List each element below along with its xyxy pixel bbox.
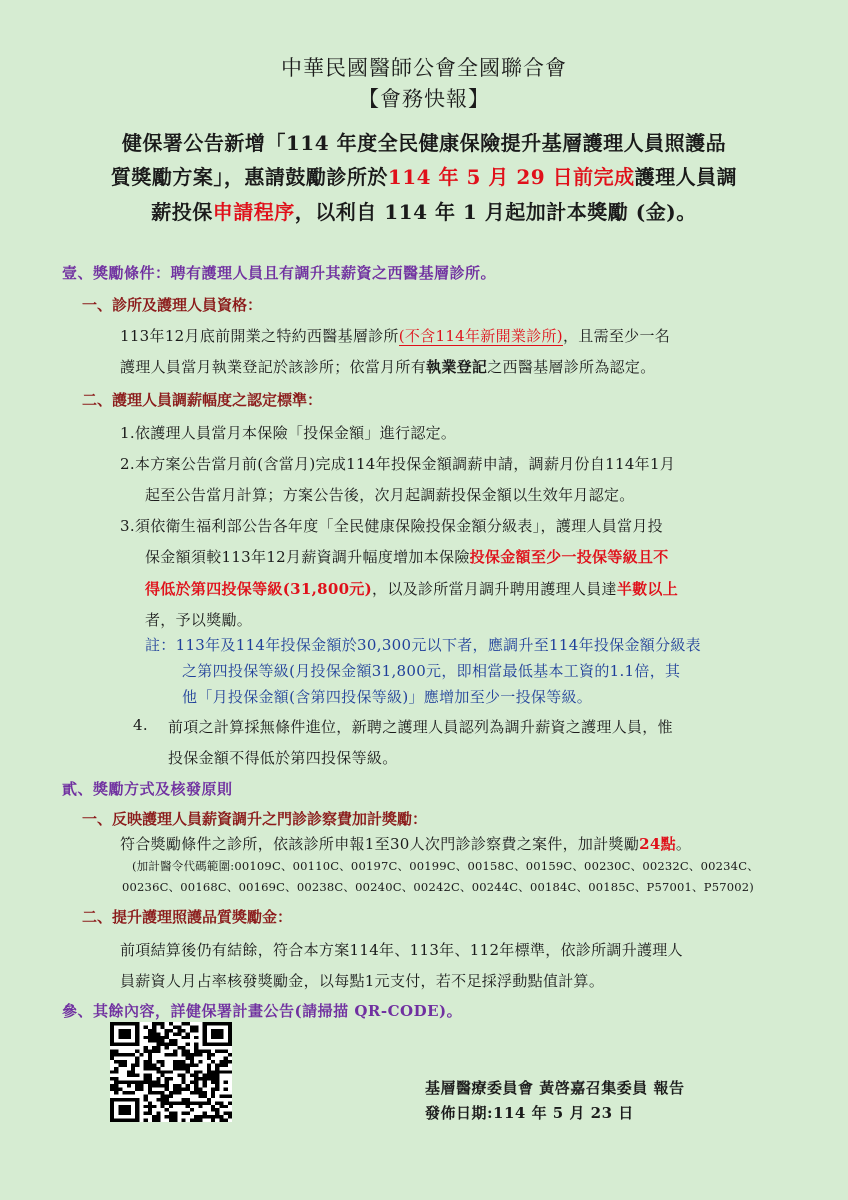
criterion-4-line-1: 前項之計算採無條件進位，新聘之護理人員認列為調升薪資之護理人員，惟 [168,718,673,736]
section-1a-title: 一、診所及護理人員資格： [82,296,263,314]
criterion-1: 1.依護理人員當月本保險「投保金額」進行認定。 [120,424,457,442]
criterion-3-line-1: 3.須依衛生福利部公告各年度「全民健康保險投保金額分級表」，護理人員當月投 [120,517,663,535]
codes-line-2: 00236C、00168C、00169C、00238C、00240C、00242C、00244C、00184C、00185C、P57001、P57002) [122,880,754,894]
section-2a-title: 一、反映護理人員薪資調升之門診診察費加計獎勵： [82,810,428,828]
section-3-title: 參、其餘內容，詳健保署計畫公告(請掃描 QR-CODE)。 [62,1002,463,1020]
section-1b-title: 二、護理人員調薪幅度之認定標準： [82,391,323,409]
headline-line-1: 健保署公告新增「114 年度全民健康保險提升基層護理人員照護品 [121,131,727,155]
section-2a-line-1: 符合獎勵條件之診所，依該診所申報1至30人次門診診察費之案件，加計獎勵24點。 [120,835,692,853]
criterion-2-line-1: 2.本方案公告當月前(含當月)完成114年投保金額調薪申請，調薪月份自114年1月 [120,455,676,473]
headline-line-2: 質獎勵方案」，惠請鼓勵診所於114 年 5 月 29 日前完成護理人員調 [110,165,738,189]
criterion-4-number: 4. [133,716,148,734]
codes-line-1: (加計醫令代碼範圍:00109C、00110C、00197C、00199C、00158C、00159C、00230C、00232C、00234C、 [132,859,759,873]
criterion-2-line-2: 起至公告當月計算；方案公告後，次月起調薪投保金額以生效年月認定。 [145,486,635,504]
criterion-3-line-2: 保金額須較113年12月薪資調升幅度增加本保險投保金額至少一投保等級且不 [145,548,669,566]
section-2-title: 貳、獎勵方式及核發原則 [62,780,233,798]
section-2b-title: 二、提升護理照護品質獎勵金： [82,908,293,926]
org-name: 中華民國醫師公會全國聯合會 [281,56,567,80]
section-2b-line-1: 前項結算後仍有結餘，符合本方案114年、113年、112年標準，依診所調升護理人 [120,941,683,959]
criterion-3-line-3: 得低於第四投保等級(31,800元)，以及診所當月調升聘用護理人員達半數以上 [145,580,679,598]
bulletin-tag: 【會務快報】 [358,87,490,111]
signature: 基層醫療委員會 黃啓嘉召集委員 報告 [425,1079,685,1097]
criterion-4-line-2: 投保金額不得低於第四投保等級。 [168,749,398,767]
note-line-1: 註：113年及114年投保金額於30,300元以下者，應調升至114年投保金額分級表 [145,636,701,654]
note-line-2: 之第四投保等級(月投保金額31,800元，即相當最低基本工資的1.1倍，其 [182,662,681,680]
criterion-3-line-4: 者，予以獎勵。 [145,611,253,629]
section-2b-line-2: 員薪資人月占率核發獎勵金，以每點1元支付，若不足採浮動點值計算。 [120,972,605,990]
note-line-3: 他「月投保金額(含第四投保等級)」應增加至少一投保等級。 [182,688,593,706]
section-1-title: 壹、獎勵條件：聘有護理人員且有調升其薪資之西醫基層診所。 [62,264,497,282]
headline-line-3: 薪投保申請程序，以利自 114 年 1 月起加計本獎勵 (金)。 [151,200,697,224]
section-1a-line-2: 護理人員當月執業登記於該診所；依當月所有執業登記之西醫基層診所為認定。 [120,358,656,376]
publish-date: 發佈日期:114 年 5 月 23 日 [425,1104,634,1122]
qr-code-image[interactable] [110,1022,232,1122]
section-1a-line-1: 113年12月底前開業之特約西醫基層診所(不含114年新開業診所)，且需至少一名 [120,327,671,345]
